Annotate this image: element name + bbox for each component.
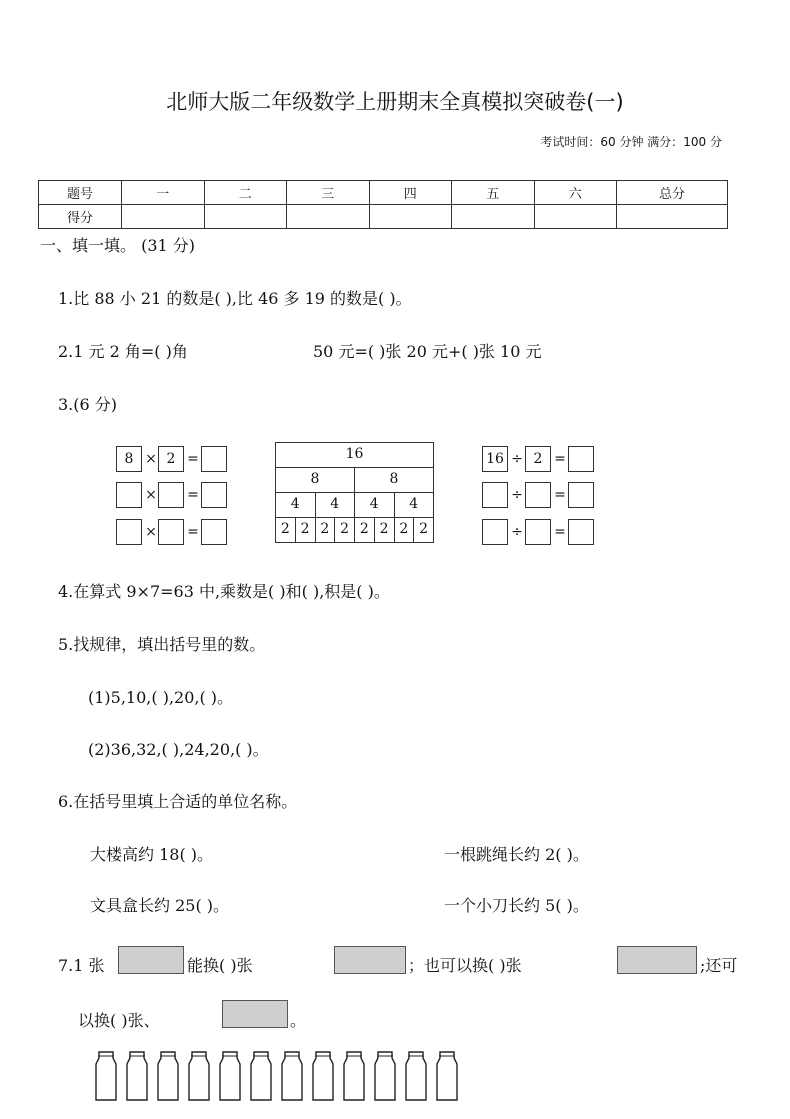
answer-box[interactable] xyxy=(525,519,551,545)
question-3: 3.(6 分) xyxy=(58,395,118,414)
answer-box: 2 xyxy=(158,446,184,472)
tree-cell: 2 xyxy=(315,517,336,543)
score-input-cell[interactable] xyxy=(122,205,205,229)
banknote-5-yuan-image xyxy=(334,946,406,974)
bottle-icon xyxy=(311,1050,335,1102)
tree-cell: 16 xyxy=(275,442,434,468)
answer-box[interactable] xyxy=(158,482,184,508)
tree-cell: 8 xyxy=(354,467,434,493)
score-table-header-row xyxy=(39,181,728,205)
exam-meta: 考试时间：60 分钟 满分：100 分 xyxy=(540,135,722,149)
bottle-icon xyxy=(249,1050,273,1102)
answer-box[interactable] xyxy=(568,519,594,545)
answer-box: 16 xyxy=(482,446,508,472)
question-6-item: 大楼高约 18( )。 xyxy=(90,845,214,864)
score-input-cell[interactable] xyxy=(287,205,370,229)
banknote-10-yuan-image xyxy=(118,946,184,974)
page-title: 北师大版二年级数学上册期末全真模拟突破卷(一) xyxy=(166,90,624,114)
question-6: 6.在括号里填上合适的单位名称。 xyxy=(58,792,298,811)
answer-box[interactable] xyxy=(568,446,594,472)
score-table-cell: 题号 xyxy=(39,181,122,205)
bottle-icon xyxy=(342,1050,366,1102)
question-7-text: ;还可 xyxy=(700,956,738,975)
question-1: 1.比 88 小 21 的数是( ),比 46 多 19 的数是( )。 xyxy=(58,289,412,308)
score-input-cell[interactable] xyxy=(617,205,728,229)
tree-cell: 2 xyxy=(295,517,316,543)
question-7-start: 7.1 张 xyxy=(58,956,105,975)
answer-box[interactable] xyxy=(568,482,594,508)
q3-decomposition-tree xyxy=(276,443,434,543)
equals-sign: = xyxy=(554,524,566,540)
tree-cell: 4 xyxy=(315,492,356,518)
question-7-continued: 以换( )张、 xyxy=(78,1011,160,1030)
answer-box[interactable] xyxy=(116,519,142,545)
answer-box[interactable] xyxy=(116,482,142,508)
tree-cell: 4 xyxy=(394,492,435,518)
equals-sign: = xyxy=(554,451,566,467)
score-input-cell[interactable] xyxy=(369,205,452,229)
question-7-end: 。 xyxy=(290,1011,307,1030)
bottle-icon xyxy=(435,1050,459,1102)
score-input-cell[interactable] xyxy=(452,205,535,229)
answer-box[interactable] xyxy=(482,519,508,545)
score-table-cell: 一 xyxy=(122,181,205,205)
divide-sign: ÷ xyxy=(511,451,523,467)
answer-box: 8 xyxy=(116,446,142,472)
question-6-item: 一根跳绳长约 2( )。 xyxy=(444,845,589,864)
score-table-cell: 六 xyxy=(534,181,617,205)
bottle-icon xyxy=(156,1050,180,1102)
bottle-icon xyxy=(187,1050,211,1102)
question-2-part-a: 2.1 元 2 角=( )角 xyxy=(58,342,188,361)
score-table-score-row xyxy=(39,205,728,229)
question-6-item: 一个小刀长约 5( )。 xyxy=(444,896,589,915)
answer-box[interactable] xyxy=(525,482,551,508)
score-input-cell[interactable] xyxy=(534,205,617,229)
bottle-icon xyxy=(280,1050,304,1102)
question-5: 5.找规律，填出括号里的数。 xyxy=(58,635,266,654)
question-6-item: 文具盒长约 25( )。 xyxy=(90,896,230,915)
question-5-part-2: (2)36,32,( ),24,20,( )。 xyxy=(88,740,269,759)
section-heading: 一、填一填。 (31 分) xyxy=(40,236,196,255)
question-4: 4.在算式 9×7=63 中,乘数是( )和( ),积是( )。 xyxy=(58,582,390,601)
bottle-icon xyxy=(373,1050,397,1102)
score-table-cell: 得分 xyxy=(39,205,122,229)
answer-box: 2 xyxy=(525,446,551,472)
bottle-icon xyxy=(125,1050,149,1102)
score-table-cell: 三 xyxy=(287,181,370,205)
equals-sign: = xyxy=(187,524,199,540)
answer-box[interactable] xyxy=(201,482,227,508)
score-table-cell: 二 xyxy=(204,181,287,205)
question-7-text: ；也可以换( )张 xyxy=(408,956,522,975)
bottle-icon xyxy=(404,1050,428,1102)
score-table xyxy=(38,180,728,229)
score-table-cell: 总分 xyxy=(617,181,728,205)
bottle-icon xyxy=(218,1050,242,1102)
tree-cell: 2 xyxy=(275,517,296,543)
tree-cell: 4 xyxy=(354,492,395,518)
question-7-text: 能换( )张 xyxy=(187,956,253,975)
score-input-cell[interactable] xyxy=(204,205,287,229)
question-5-part-1: (1)5,10,( ),20,( )。 xyxy=(88,688,234,707)
times-sign: × xyxy=(145,487,157,503)
answer-box[interactable] xyxy=(482,482,508,508)
tree-cell: 2 xyxy=(394,517,415,543)
equals-sign: = xyxy=(187,487,199,503)
tree-cell: 2 xyxy=(374,517,395,543)
times-sign: × xyxy=(145,524,157,540)
equals-sign: = xyxy=(187,451,199,467)
divide-sign: ÷ xyxy=(511,487,523,503)
bottle-icon xyxy=(94,1050,118,1102)
equals-sign: = xyxy=(554,487,566,503)
score-table-cell: 四 xyxy=(369,181,452,205)
times-sign: × xyxy=(145,451,157,467)
tree-cell: 4 xyxy=(275,492,316,518)
divide-sign: ÷ xyxy=(511,524,523,540)
tree-cell: 8 xyxy=(275,467,355,493)
question-2-part-b: 50 元=( )张 20 元+( )张 10 元 xyxy=(313,342,542,361)
answer-box[interactable] xyxy=(158,519,184,545)
score-table-cell: 五 xyxy=(452,181,535,205)
banknote-1-yuan-image xyxy=(222,1000,288,1028)
banknote-2-yuan-image xyxy=(617,946,697,974)
answer-box[interactable] xyxy=(201,519,227,545)
tree-cell: 2 xyxy=(413,517,434,543)
answer-box[interactable] xyxy=(201,446,227,472)
tree-cell: 2 xyxy=(354,517,375,543)
tree-cell: 2 xyxy=(334,517,355,543)
